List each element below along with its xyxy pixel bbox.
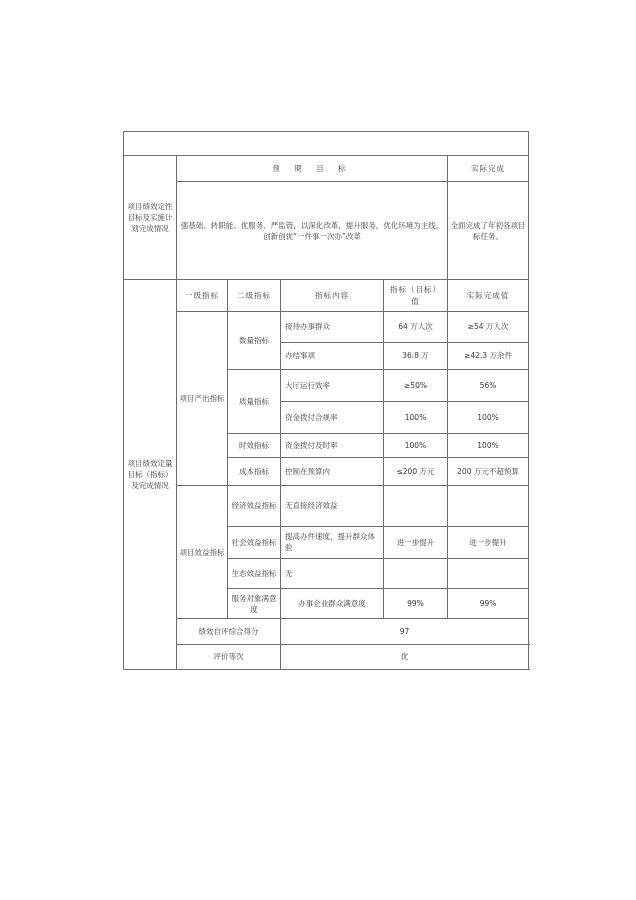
indicator-content: 接待办事群众 xyxy=(281,311,384,342)
actual-value xyxy=(448,486,529,526)
table-row xyxy=(124,311,529,342)
expected-target-header: 预 期 目 标 xyxy=(177,156,448,182)
level1-indicator-header: 一级指标 xyxy=(177,280,228,311)
actual-value: ≥42.3 万余件 xyxy=(448,342,529,369)
indicator-content: 办结事项 xyxy=(281,342,384,369)
grade-label: 评价等次 xyxy=(177,644,281,669)
blank-cell xyxy=(124,132,529,156)
expected-target-text xyxy=(177,182,448,280)
indicator-target: 100% xyxy=(384,402,448,433)
actual-value: 100% xyxy=(448,402,529,433)
actual-value: 100% xyxy=(448,433,529,457)
indicator-target: 进一步提升 xyxy=(384,526,448,558)
qualitative-header-row xyxy=(124,156,529,182)
indicator-target: ≤200 万元 xyxy=(384,457,448,485)
social-benefit-label: 社会效益指标 xyxy=(228,526,281,558)
timeliness-indicator-label: 时效指标 xyxy=(228,433,281,457)
quantitative-header-row xyxy=(124,280,529,311)
output-indicator-label: 项目产出指标 xyxy=(177,311,228,486)
ecological-benefit-label: 生态效益指标 xyxy=(228,558,281,588)
indicator-content: 控制在预算内 xyxy=(281,457,384,485)
actual-value xyxy=(448,558,529,588)
indicator-content-header: 指标内容 xyxy=(281,280,384,311)
indicator-target xyxy=(384,558,448,588)
indicator-target-header: 指标（目标）值 xyxy=(384,280,448,311)
actual-value: 56% xyxy=(448,370,529,402)
indicator-target: ≥50% xyxy=(384,370,448,402)
indicator-content: 办事企业群众满意度 xyxy=(281,589,384,619)
qualitative-content-row xyxy=(124,182,529,280)
indicator-content: 资金拨付及时率 xyxy=(281,433,384,457)
indicator-content: 资金拨付合规率 xyxy=(281,402,384,433)
economic-benefit-label: 经济效益指标 xyxy=(228,486,281,526)
indicator-target xyxy=(384,486,448,526)
table-top-blank-row xyxy=(124,132,529,156)
score-label: 绩效自评综合得分 xyxy=(177,619,281,644)
cost-indicator-label: 成本指标 xyxy=(228,457,281,485)
expected-text-line-1: 强基础、转职能、优服务、严监管，以深化改革，提升服务，优化环境为主线， xyxy=(180,220,444,230)
indicator-content: 无 xyxy=(281,558,384,588)
actual-value: 200 万元不超预算 xyxy=(448,457,529,485)
quantity-indicator-label: 数量指标 xyxy=(228,311,281,370)
quality-indicator-label: 质量指标 xyxy=(228,370,281,434)
table-row xyxy=(124,486,529,526)
actual-completion-header: 实际完成 xyxy=(448,156,529,182)
expected-text-line-2: 创新创优“一件事一次办”改革 xyxy=(263,231,361,241)
satisfaction-label: 服务对象满意度 xyxy=(228,589,281,619)
actual-value: 99% xyxy=(448,589,529,619)
actual-value: ≥54 万人次 xyxy=(448,311,529,342)
indicator-target: 64 万人次 xyxy=(384,311,448,342)
grade-row xyxy=(124,644,529,669)
indicator-content: 大厅运行效率 xyxy=(281,370,384,402)
indicator-content: 无直接经济效益 xyxy=(281,486,384,526)
level2-indicator-header: 二级指标 xyxy=(228,280,281,311)
grade-value: 优 xyxy=(281,644,529,669)
actual-value: 进一步提升 xyxy=(448,526,529,558)
indicator-target: 99% xyxy=(384,589,448,619)
performance-evaluation-table xyxy=(123,131,529,670)
actual-completion-text: 全面完成了年初各项目标任务。 xyxy=(448,182,529,280)
score-value: 97 xyxy=(281,619,529,644)
qualitative-row-label: 项目绩效定性目标及实施计划完成情况 xyxy=(124,156,177,280)
indicator-content: 提高办件速度，提升群众体验 xyxy=(281,526,384,558)
benefit-indicator-label: 项目效益指标 xyxy=(177,486,228,619)
indicator-target: 100% xyxy=(384,433,448,457)
actual-value-header: 实际完成值 xyxy=(448,280,529,311)
indicator-target: 36.8 万 xyxy=(384,342,448,369)
quantitative-row-label: 项目绩效定量目标（指标）及完成情况 xyxy=(124,280,177,670)
score-row xyxy=(124,619,529,644)
